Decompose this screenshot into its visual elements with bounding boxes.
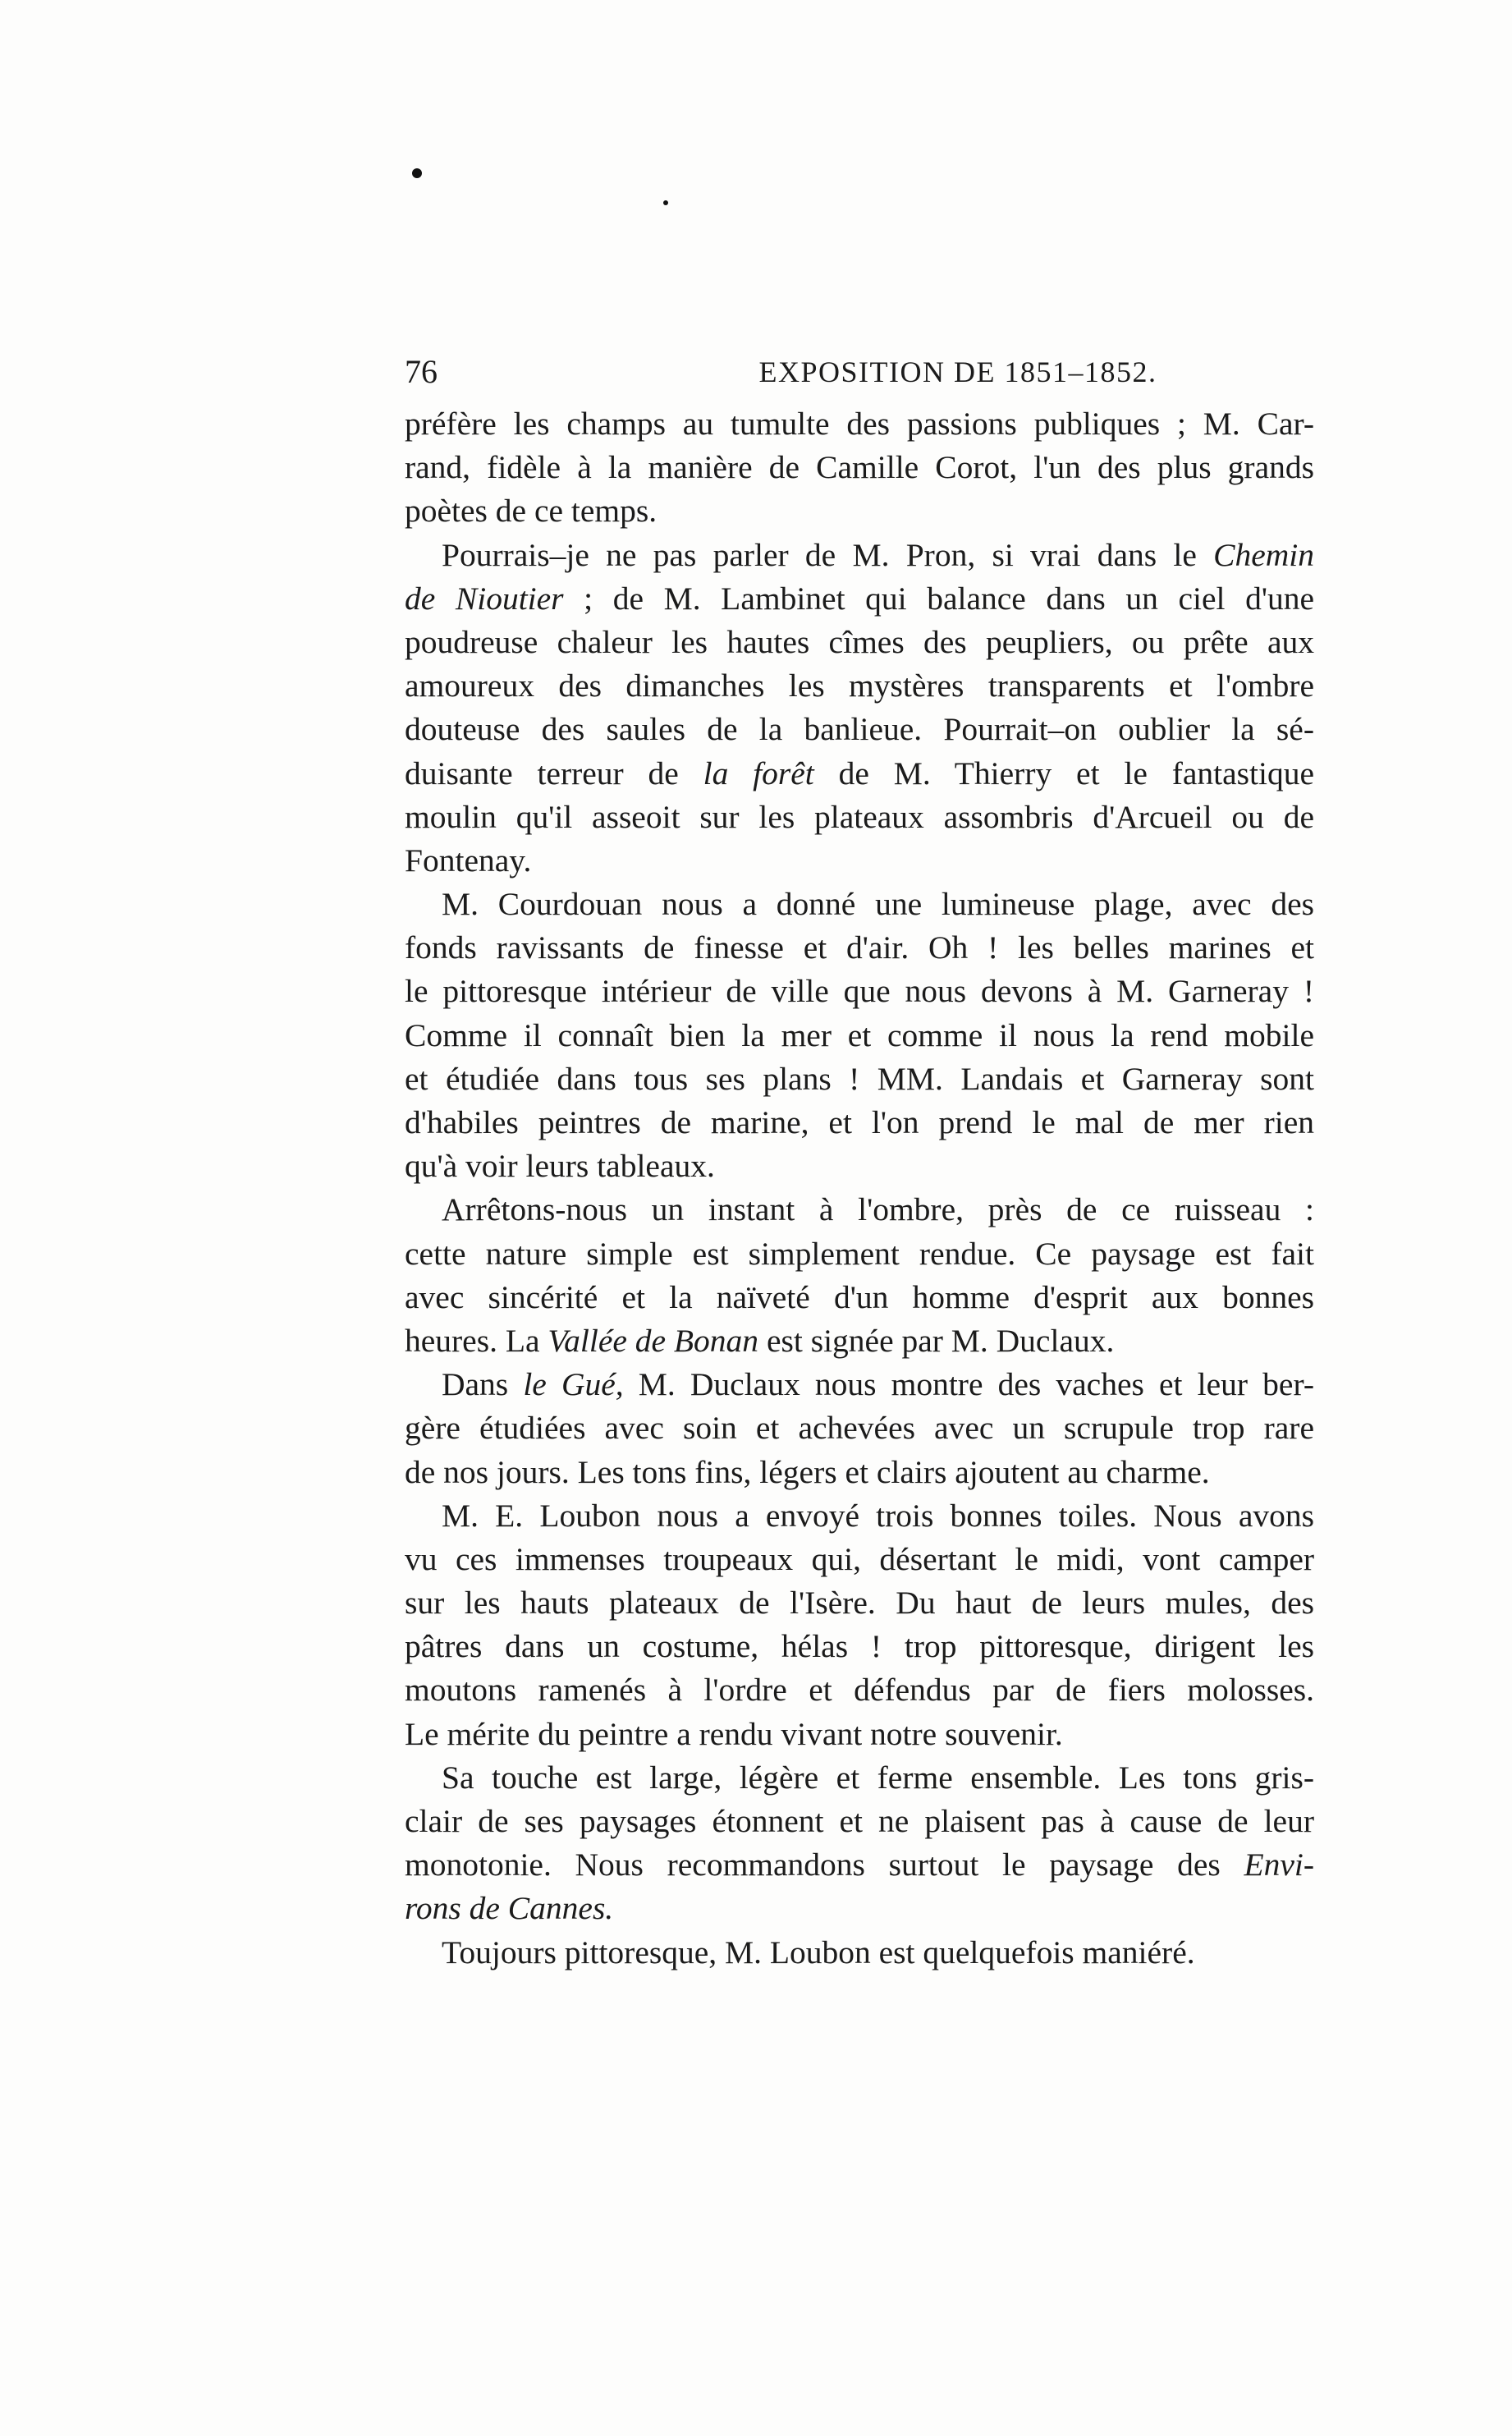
text-line	[405, 1319, 1314, 1363]
italic-title: Envi-	[1244, 1846, 1314, 1883]
text-line	[405, 1494, 1314, 1538]
text-line	[405, 752, 1314, 796]
line-text: poudreuse chaleur les hautes cîmes des peupliers, ou prête aux	[405, 623, 1314, 660]
italic-title: la forêt	[703, 755, 814, 791]
text-line	[405, 1451, 1314, 1494]
line-text: vu ces immenses troupeaux qui, désertant le midi, vont camper	[405, 1540, 1314, 1577]
text-line	[405, 1668, 1314, 1712]
line-text: de M. Thierry et le fantastique	[813, 755, 1314, 791]
text-line	[405, 883, 1314, 926]
line-text: Comme il connaît bien la mer et comme il nous la rend mobile	[405, 1016, 1314, 1053]
text-line	[405, 402, 1314, 446]
line-text: le pittoresque intérieur de ville que nous devons à M. Garneray !	[405, 973, 1314, 1010]
text-line	[405, 1145, 1314, 1188]
line-text: amoureux des dimanches les mystères transparents et l'ombre	[405, 667, 1314, 704]
line-text: monotonie. Nous recommandons surtout le paysage des	[405, 1846, 1244, 1883]
text-line	[405, 621, 1314, 664]
text-line	[405, 1188, 1314, 1232]
line-text: poètes de ce temps.	[405, 493, 657, 530]
line-text: douteuse des saules de la banlieue. Pourrait–on oublier la sé-	[405, 711, 1314, 748]
text-line	[405, 1406, 1314, 1450]
text-line	[405, 1538, 1314, 1581]
italic-title: Vallée de Bonan	[548, 1322, 759, 1359]
ink-speck	[663, 200, 668, 205]
page-header	[405, 349, 1314, 395]
line-text: heures. La	[405, 1322, 548, 1359]
line-text: moutons ramenés à l'ordre et défendus par de fiers molosses.	[405, 1672, 1314, 1709]
line-text: et étudiée dans tous ses plans ! MM. Landais et Garneray sont	[405, 1060, 1314, 1097]
text-line	[405, 1625, 1314, 1668]
line-text: ; de M. Lambinet qui balance dans un ciel d'une	[563, 580, 1314, 617]
running-title: EXPOSITION DE 1851–1852.	[758, 356, 1157, 388]
line-text: préfère les champs au tumulte des passions publiques ; M. Car-	[405, 406, 1314, 442]
text-line	[405, 489, 1314, 533]
text-line	[405, 664, 1314, 708]
line-text: rand, fidèle à la manière de Camille Corot, l'un des plus grands	[405, 449, 1314, 486]
line-text: fonds ravissants de finesse et d'air. Oh ! les belles marines et	[405, 929, 1314, 966]
text-line	[405, 1363, 1314, 1406]
line-text: pâtres dans un costume, hélas ! trop pittoresque, dirigent les	[405, 1628, 1314, 1665]
italic-title: Chemin	[1213, 536, 1314, 573]
text-line	[405, 577, 1314, 621]
text-line	[405, 1887, 1314, 1930]
line-text: Pourrais–je ne pas parler de M. Pron, si vrai dans le	[442, 536, 1214, 573]
text-line	[405, 708, 1314, 751]
ink-speck	[412, 168, 422, 178]
line-text: de nos jours. Les tons fins, légers et clairs ajoutent au charme.	[405, 1453, 1210, 1490]
line-text: d'habiles peintres de marine, et l'on prend le mal de mer rien	[405, 1104, 1314, 1140]
text-line	[405, 1276, 1314, 1319]
line-text: est signée par M. Duclaux.	[758, 1322, 1115, 1359]
text-line	[405, 1232, 1314, 1276]
text-line	[405, 1014, 1314, 1057]
line-text: Arrêtons-nous un instant à l'ombre, près de ce ruisseau :	[442, 1191, 1314, 1228]
text-line	[405, 970, 1314, 1013]
line-text: M. E. Loubon nous a envoyé trois bonnes toiles. Nous avons	[442, 1497, 1314, 1534]
line-text: Dans	[442, 1366, 524, 1403]
line-text: clair de ses paysages étonnent et ne plaisent pas à cause de leur	[405, 1803, 1314, 1839]
text-line	[405, 1101, 1314, 1145]
line-text: M. Duclaux nous montre des vaches et leur ber-	[623, 1366, 1314, 1403]
line-text: Le mérite du peintre a rendu vivant notre souvenir.	[405, 1715, 1063, 1752]
text-line	[405, 534, 1314, 577]
line-text: qu'à voir leurs tableaux.	[405, 1148, 715, 1185]
line-text: duisante terreur de	[405, 755, 703, 791]
text-line	[405, 1713, 1314, 1756]
text-line	[405, 1057, 1314, 1101]
line-text: Toujours pittoresque, M. Loubon est quelquefois maniéré.	[442, 1934, 1195, 1970]
line-text: sur les hauts plateaux de l'Isère. Du haut de leurs mules, des	[405, 1585, 1314, 1622]
text-line	[405, 1800, 1314, 1843]
line-text: gère étudiées avec soin et achevées avec un scrupule trop rare	[405, 1410, 1314, 1447]
line-text: M. Courdouan nous a donné une lumineuse plage, avec des	[442, 886, 1314, 923]
page-number: 76	[405, 353, 438, 390]
text-line	[405, 1843, 1314, 1887]
text-line	[405, 446, 1314, 489]
text-line	[405, 1581, 1314, 1625]
text-line	[405, 1756, 1314, 1800]
text-line	[405, 796, 1314, 839]
line-text: avec sincérité et la naïveté d'un homme d'esprit aux bonnes	[405, 1278, 1314, 1315]
italic-title: rons de Cannes.	[405, 1890, 614, 1927]
body-text	[405, 402, 1314, 1975]
text-line	[405, 1931, 1314, 1975]
text-line	[405, 839, 1314, 883]
line-text: Sa touche est large, légère et ferme ensemble. Les tons gris-	[442, 1759, 1314, 1796]
italic-title: de Nioutier	[405, 580, 564, 617]
italic-title: le Gué,	[523, 1366, 624, 1403]
text-line	[405, 926, 1314, 970]
line-text: moulin qu'il asseoit sur les plateaux assombris d'Arcueil ou de	[405, 798, 1314, 835]
line-text: cette nature simple est simplement rendue. Ce paysage est fait	[405, 1235, 1314, 1272]
line-text: Fontenay.	[405, 842, 532, 879]
